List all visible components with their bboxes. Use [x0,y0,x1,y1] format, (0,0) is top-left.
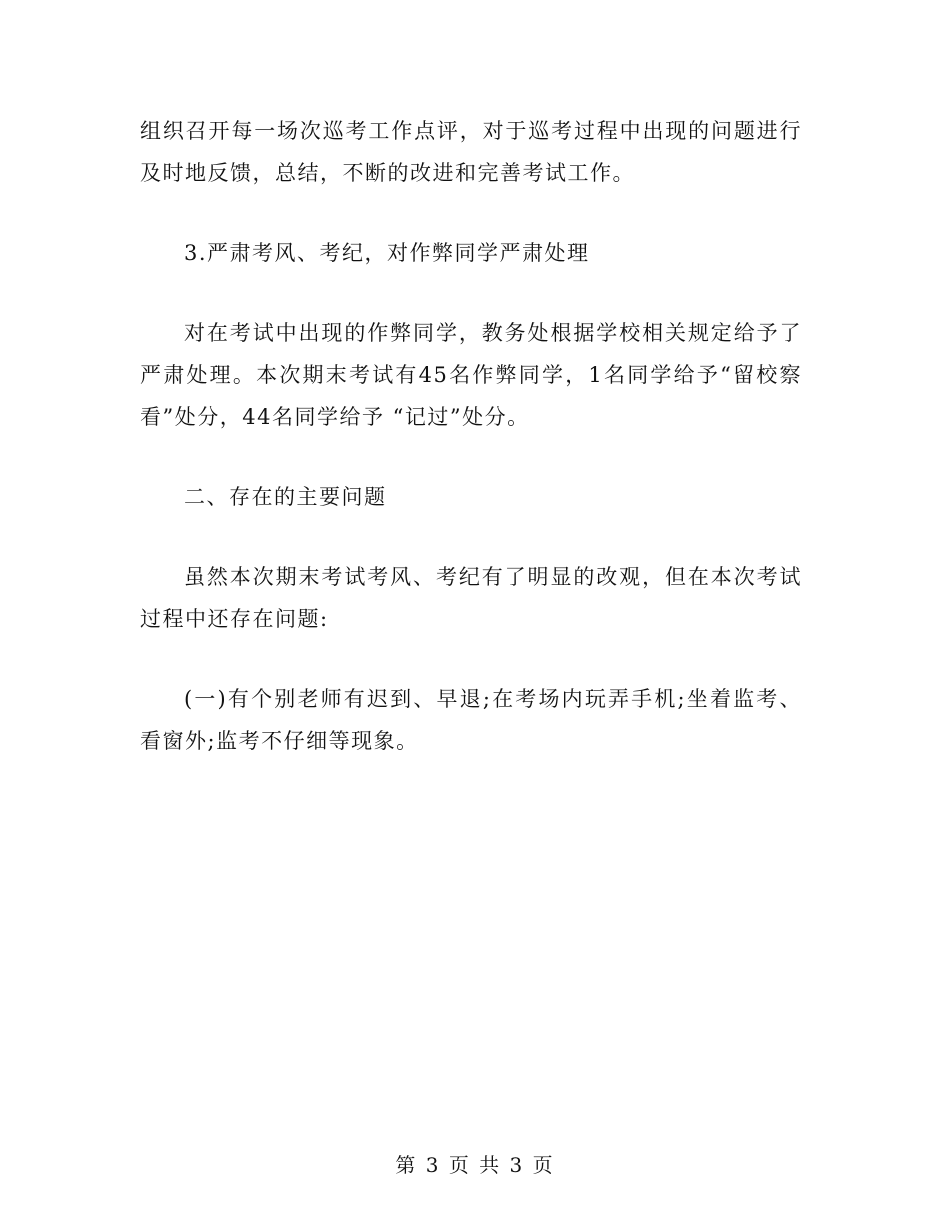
paragraph-continuation: 组织召开每一场次巡考工作点评，对于巡考过程中出现的问题进行及时地反馈，总结，不断的改进和完善考试工作。 [140,119,802,185]
section-heading-main-problems: 二、存在的主要问题 [184,485,387,509]
paragraph-problems-intro: 虽然本次期末考试考风、考纪有了明显的改观，但在本次考试过程中还存在问题: [140,565,802,631]
page-number-footer: 第 3 页 共 3 页 [395,1153,555,1177]
section-heading-3: 3.严肃考风、考纪，对作弊同学严肃处理 [184,241,590,265]
paragraph-cheating-handling: 对在考试中出现的作弊同学，教务处根据学校相关规定给予了严肃处理。本次期末考试有45名作弊同学，1名同学给予“留校察看”处分，44名同学给予 “记过”处分。 [140,321,802,429]
document-body [140,110,802,800]
paragraph-problem-1: (一)有个别老师有迟到、早退;在考场内玩弄手机;坐着监考、看窗外;监考不仔细等现象。 [140,687,802,753]
